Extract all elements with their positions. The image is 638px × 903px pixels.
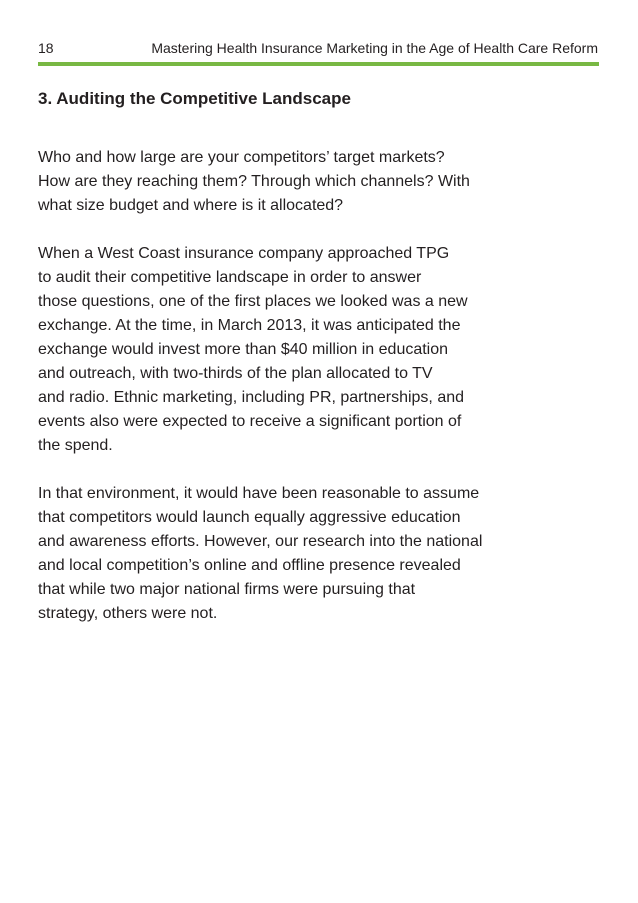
paragraph-1: [38, 146, 598, 218]
paragraph-2: [38, 242, 598, 458]
paragraph-line: those questions, one of the first places we looked was a new: [38, 293, 468, 310]
paragraph-line: How are they reaching them? Through which channels? With: [38, 173, 470, 190]
paragraph-line: strategy, others were not.: [38, 605, 218, 622]
paragraph-line: In that environment, it would have been reasonable to assume: [38, 485, 480, 502]
paragraph-line: exchange. At the time, in March 2013, it was anticipated the: [38, 317, 461, 334]
paragraph-line: and radio. Ethnic marketing, including PR, partnerships, and: [38, 389, 465, 406]
paragraph-line: events also were expected to receive a significant portion of: [38, 413, 462, 430]
paragraph-line: and local competition’s online and offline presence revealed: [38, 557, 461, 574]
paragraph-line: Who and how large are your competitors’ target markets?: [38, 149, 445, 166]
running-title: Mastering Health Insurance Marketing in the Age of Health Care Reform: [151, 40, 598, 56]
paragraph-line: and outreach, with two-thirds of the plan allocated to TV: [38, 365, 433, 382]
paragraph-line: exchange would invest more than $40 million in education: [38, 341, 449, 358]
paragraph-line: what size budget and where is it allocated?: [38, 197, 344, 214]
page-number: 18: [38, 40, 54, 56]
paragraph-line: to audit their competitive landscape in order to answer: [38, 269, 422, 286]
paragraph-line: that while two major national firms were pursuing that: [38, 581, 416, 598]
header-rule: [38, 62, 599, 66]
paragraph-line: the spend.: [38, 437, 113, 454]
paragraph-line: and awareness efforts. However, our research into the national: [38, 533, 483, 550]
paragraph-line: When a West Coast insurance company approached TPG: [38, 245, 450, 262]
page-header: [38, 38, 598, 58]
section-heading: 3. Auditing the Competitive Landscape: [38, 89, 351, 108]
paragraph-line: that competitors would launch equally aggressive education: [38, 509, 461, 526]
page-content: [38, 84, 598, 626]
paragraph-3: [38, 482, 598, 626]
